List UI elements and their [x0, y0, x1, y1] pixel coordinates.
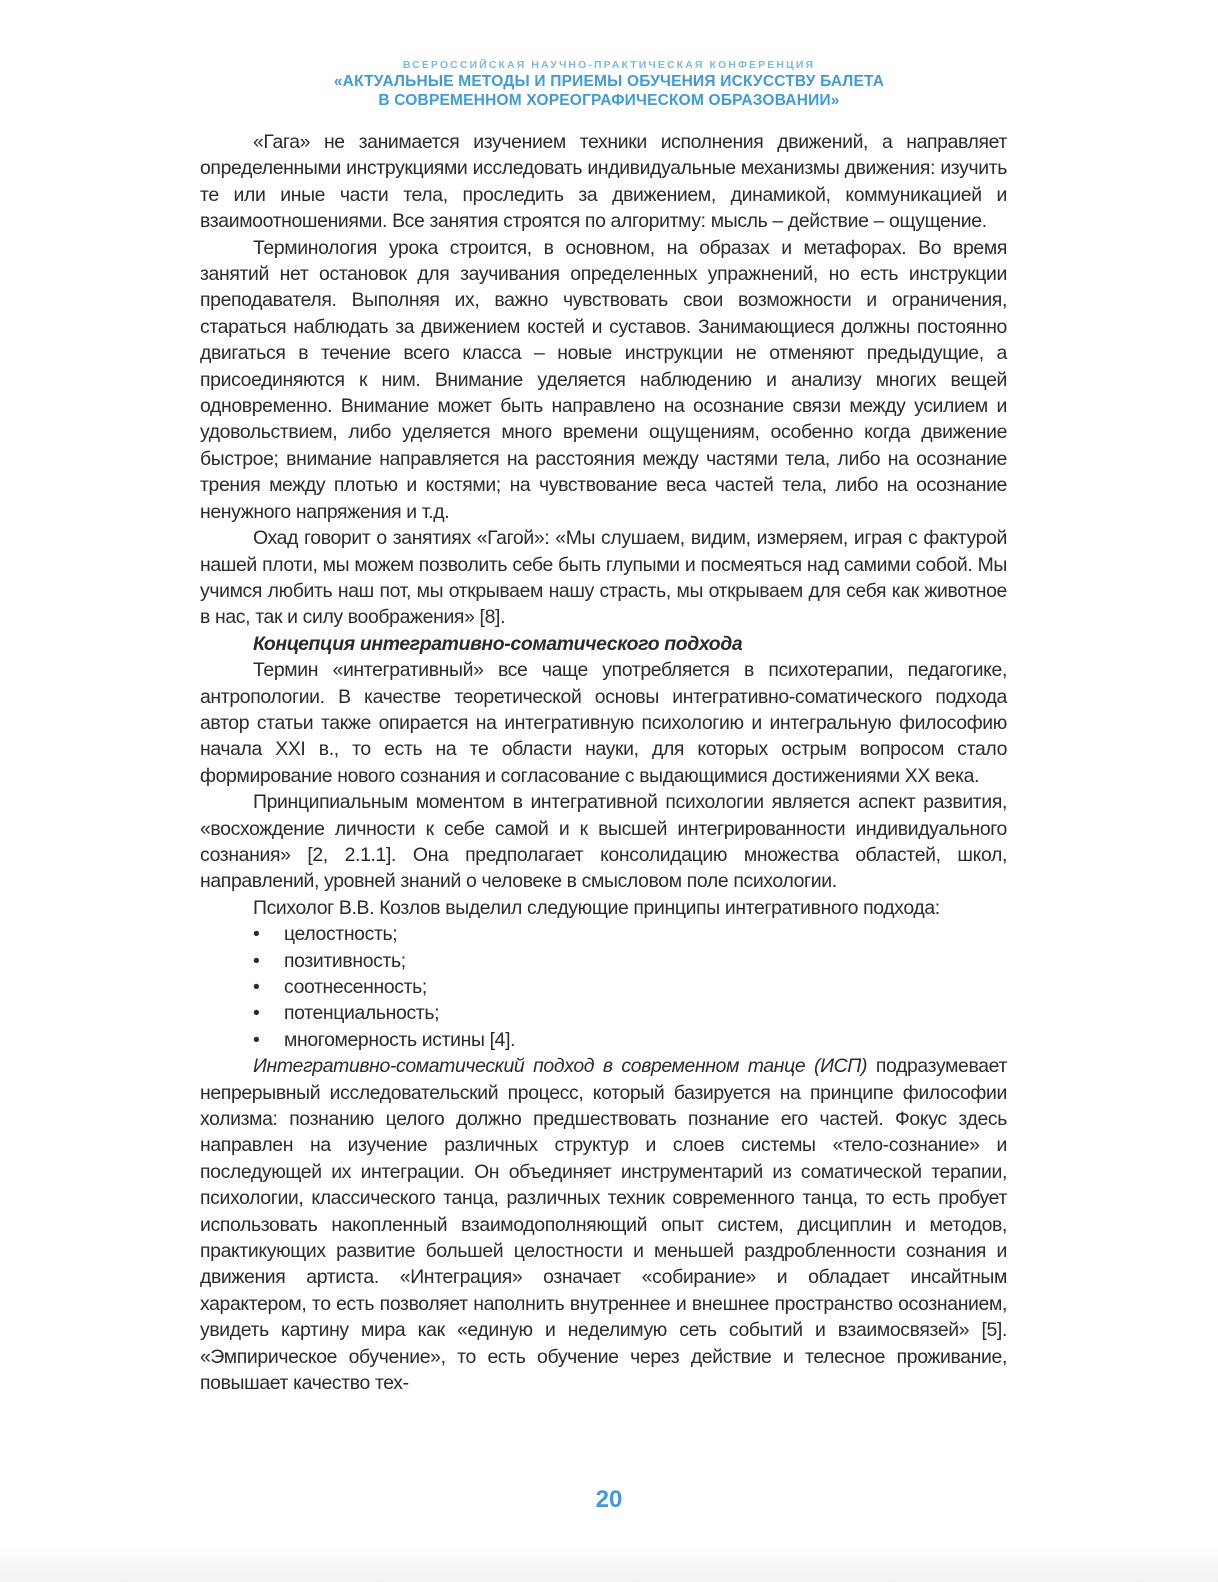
paragraph-ohad-quote: Охад говорит о занятиях «Гагой»: «Мы слушаем, видим, измеряем, играя с фактурой нашей плоти, мы можем позволить себе быть глупыми и посмеяться над самими собой. Мы учимся любить наш пот, мы открываем нашу страсть, мы открываем для себя как животное в нас, так и силу воображения» [8].: [200, 527, 1007, 629]
list-item: [200, 921, 1007, 947]
paragraph-lesson-terminology: Терминология урока строится, в основном, на образах и метафорах. Во время занятий нет остановок для заучивания определенных упражнений, но есть инструкции преподавателя. Выполняя их, важно чувствовать свои возможности и ограничения, стараться наблюдать за движением костей и суставов. Занимающиеся должны постоянно двигаться в течение всего класса – новые инструкции не отменяют предыдущие, а присоединяются к ним. Внимание уделяется наблюдению и анализу многих вещей одновременно. Внимание может быть направлено на осознание связи между усилием и удовольствием, либо уделяется много времени ощущениям, особенно когда движение быстрое; внимание направляется на расстояния между частями тела, либо на осознание трения между плотью и костями; на чувствование веса частей тела, либо на осознание ненужного напряжения и т.д.: [200, 236, 1007, 523]
isp-term: Интегративно-соматический подход в современном танце (ИСП): [253, 1055, 868, 1078]
list-item: [200, 1027, 1007, 1053]
conference-title-line-2: В СОВРЕМЕННОМ ХОРЕОГРАФИЧЕСКОМ ОБРАЗОВАНИИ»: [378, 92, 840, 109]
list-item-text: многомерность истины [4].: [284, 1028, 516, 1051]
principles-list: [200, 921, 1007, 1053]
conference-kicker: ВСЕРОССИЙСКАЯ НАУЧНО-ПРАКТИЧЕСКАЯ КОНФЕРЕНЦИЯ: [402, 59, 816, 71]
paragraph-gaga-method: «Гага» не занимается изучением техники исполнения движений, а направляет определенными инструкциями исследовать индивидуальные механизмы движения: изучить те или иные части тела, проследить за движением, динамикой, коммуникацией и взаимоотношениями. Все занятия строятся по алгоритму: мысль – действие – ощущение.: [200, 131, 1007, 233]
list-item-text: целостность;: [284, 923, 398, 946]
bullet-icon: •: [253, 1028, 260, 1051]
list-item: [200, 974, 1007, 1000]
running-header: [0, 58, 1218, 110]
page-number: 20: [595, 1486, 623, 1513]
section-heading: Концепция интегративно-соматического подхода: [253, 632, 743, 655]
bullet-icon: •: [253, 923, 260, 946]
conference-title-line-1: «АКТУАЛЬНЫЕ МЕТОДЫ И ПРИЕМЫ ОБУЧЕНИЯ ИСКУССТВУ БАЛЕТА: [333, 73, 885, 90]
paragraph-isp-definition: [200, 1053, 1007, 1396]
bullet-icon: •: [253, 1002, 260, 1025]
paragraph-integrative-psychology: Принципиальным моментом в интегративной психологии является аспект развития, «восхождение личности к себе самой и к высшей интегрированности индивидуального сознания» [2, 2.1.1]. Она предполагает консолидацию множества областей, школ, направлений, уровней знаний о человеке в смысловом поле психологии.: [200, 791, 1007, 893]
page-bottom-edge: [0, 1542, 1218, 1582]
list-item-text: потенциальность;: [284, 1002, 440, 1025]
isp-description: подразумевает непрерывный исследовательский процесс, который базируется на принципе философии холизма: познанию целого должно предшествовать познание его частей. Фокус здесь направлен на изучение различных структур и слоев системы «тело-сознание» и последующей их интеграции. Он объединяет инструментарий из соматической терапии, психологии, классического танца, различных техник современного танца, то есть пробует использовать накопленный взаимодополняющий опыт систем, дисциплин и методов, практикующих развитие большей целостности и меньшей раздробленности сознания и движения артиста. «Интеграция» означает «собирание» и обладает инсайтным характером, то есть позволяет наполнить внутреннее и внешнее пространство осознанием, увидеть картину мира как «единую и неделимую сеть событий и взаимосвязей» [5]. «Эмпирическое обучение», то есть обучение через действие и телесное проживание, повышает качество тех-: [200, 1055, 1007, 1395]
page-body: [200, 129, 1007, 1397]
list-item-text: соотнесенность;: [284, 976, 427, 998]
paragraph-kozlov-intro: Психолог В.В. Козлов выделил следующие принципы интегративного подхода:: [253, 896, 940, 919]
paragraph-integrative-term: Термин «интегративный» все чаще употребляется в психотерапии, педагогике, антропологии. В качестве теоретической основы интегративно-соматического подхода автор статьи также опирается на интегративную психологию и интегральную философию начала XXI в., то есть на те области науки, для которых острым вопросом стало формирование нового сознания и согласование с выдающимися достижениями XX века.: [200, 659, 1007, 787]
list-item: [200, 948, 1007, 974]
list-item: [200, 1000, 1007, 1026]
list-item-text: позитивность;: [284, 949, 406, 972]
bullet-icon: •: [253, 949, 260, 972]
bullet-icon: •: [253, 976, 260, 998]
